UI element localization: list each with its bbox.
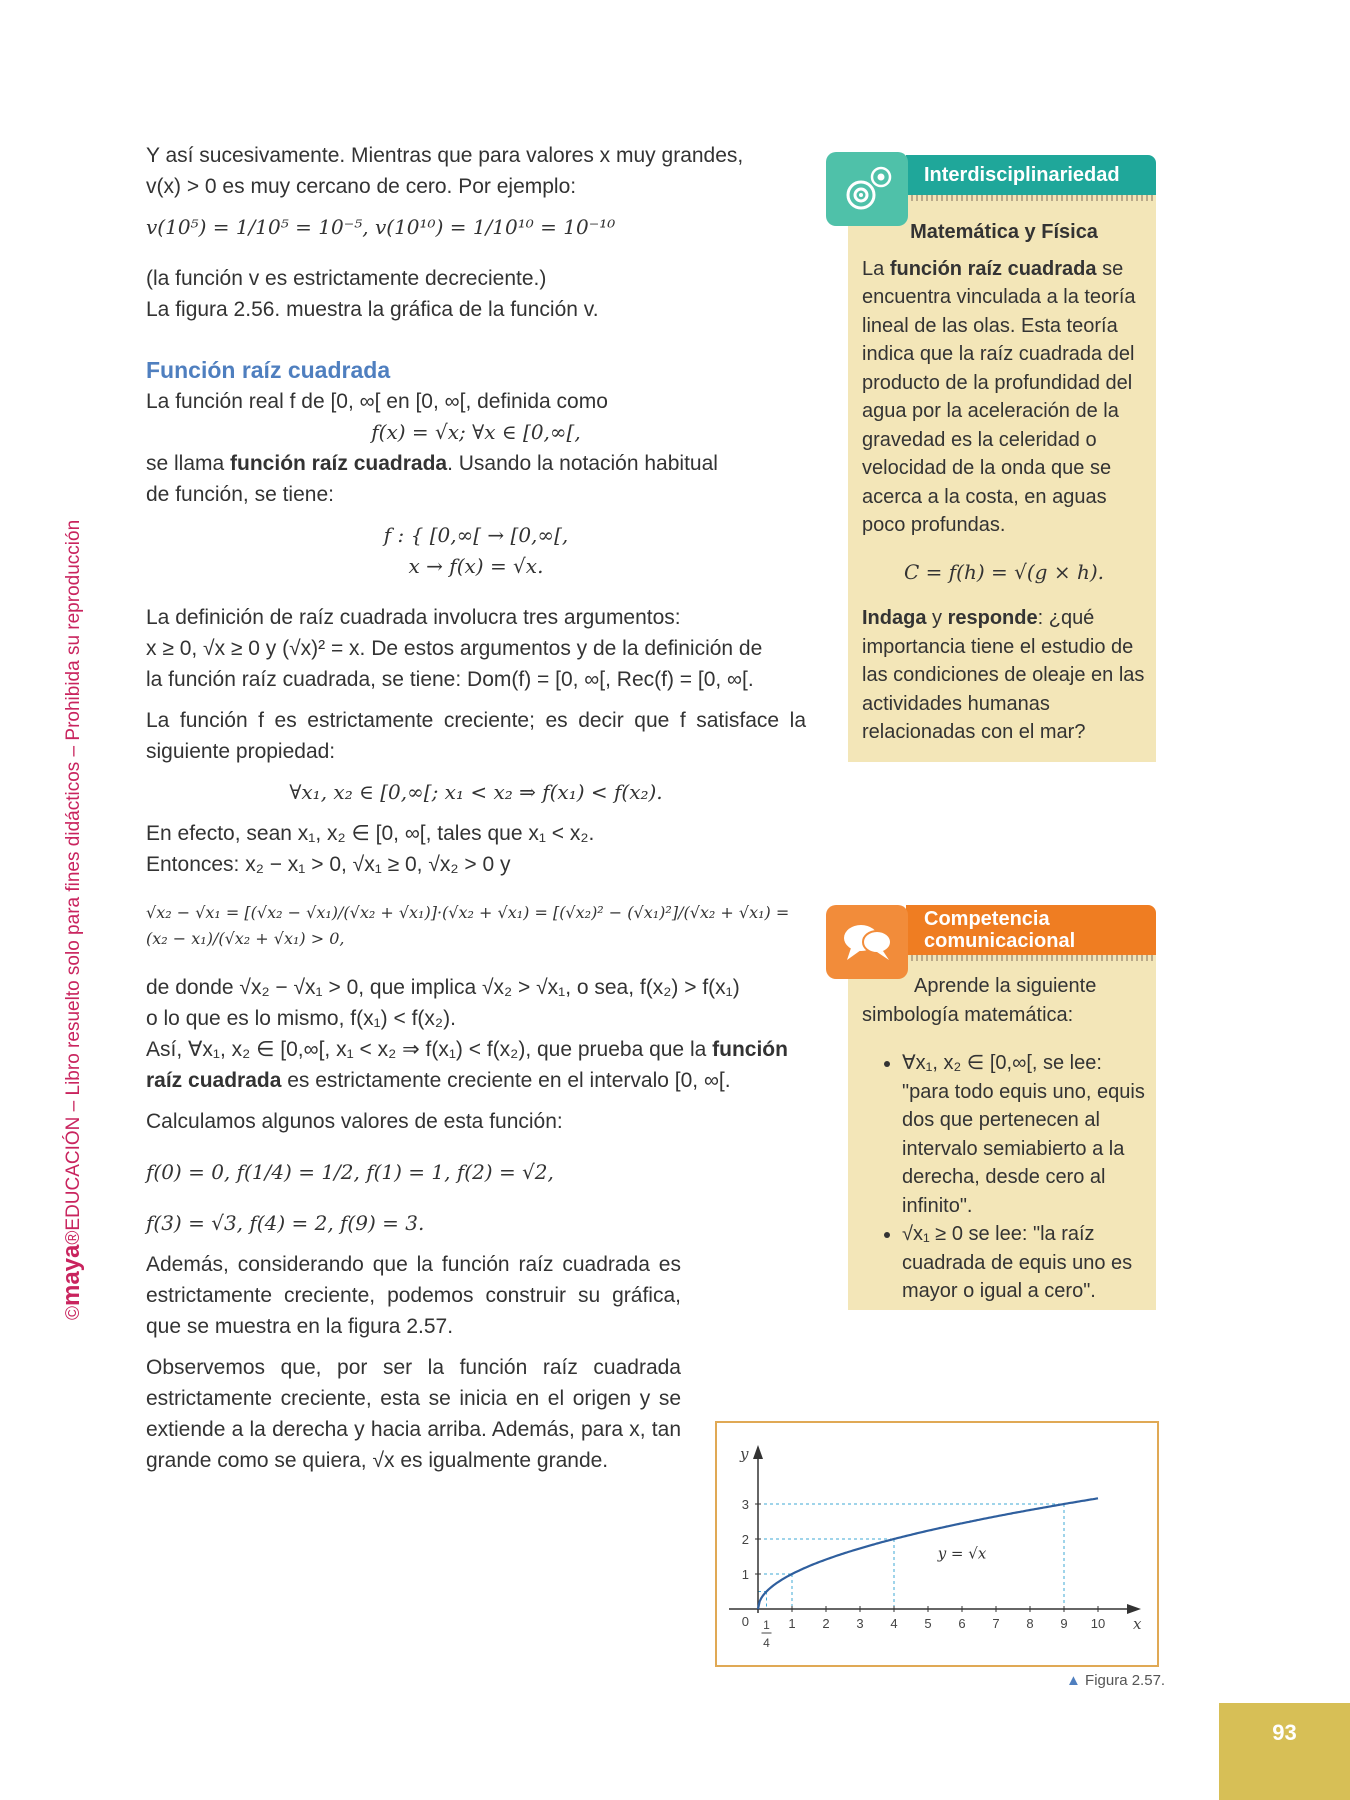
target-icon (826, 152, 908, 226)
paragraph: v(x) > 0 es muy cercano de cero. Por ejemplo: (146, 175, 577, 198)
quarter-tick-denominator: 4 (763, 1636, 770, 1650)
copyright-sidebar (58, 420, 86, 1320)
copyright-symbol: © (63, 1306, 84, 1320)
sqrt-chart (717, 1423, 1157, 1665)
origin-label: 0 (741, 1614, 749, 1629)
paragraph: se llama función raíz cuadrada. Usando la notación habitual (146, 452, 718, 475)
box-body (862, 972, 1146, 1326)
x-tick-label: 5 (924, 1616, 932, 1631)
section-title: Función raíz cuadrada (146, 357, 391, 383)
equation-proof: √x₂ − √x₁ = [(√x₂ − √x₁)/(√x₂ + √x₁)]·(√x₂ + √x₁) = [(√x₂)² − (√x₁)²]/(√x₂ + √x₁) = (x₂ − x₁)/(√x₂ + √x₁) > 0, (146, 903, 790, 948)
box-header: Interdisciplinariedad (906, 155, 1156, 195)
equation-v-examples: v(10⁵) = 1/10⁵ = 10⁻⁵, v(10¹⁰) = 1/10¹⁰ = 10⁻¹⁰ (146, 215, 616, 239)
registered-symbol: ® (63, 1230, 84, 1245)
y-tick-label: 2 (741, 1532, 749, 1547)
paragraph: Y así sucesivamente. Mientras que para valores x muy grandes, (146, 144, 744, 167)
paragraph: de donde √x₂ − √x₁ > 0, que implica √x₂ > √x₁, o sea, f(x₂) > f(x₁) (146, 976, 740, 999)
paragraph: x ≥ 0, √x ≥ 0 y (√x)² = x. De estos argumentos y de la definición de (146, 637, 763, 660)
x-tick-label: 7 (992, 1616, 1000, 1631)
box-intro: Aprende la siguiente simbología matemática: (862, 975, 1097, 1026)
paragraph: (la función v es estrictamente decreciente.) (146, 267, 547, 290)
sidebar-text: EDUCACIÓN – Libro resuelto solo para fines didácticos – Prohibida su reproducción (63, 519, 84, 1231)
symbol-list (862, 1049, 1146, 1306)
quarter-tick-numerator: 1 (763, 1618, 770, 1632)
box-question: Indaga y responde: ¿qué importancia tiene el estudio de las condiciones de oleaje en las actividades humanas relacionadas con el mar? (862, 607, 1145, 743)
equation-definition: f(x) = √x; ∀x ∈ [0,∞[, (371, 420, 581, 444)
paragraph: de función, se tiene: (146, 483, 334, 506)
speech-bubbles-icon (826, 905, 908, 979)
main-column (146, 140, 806, 1476)
paragraph: o lo que es lo mismo, f(x₁) < f(x₂). (146, 1007, 456, 1030)
paragraph: Observemos que, por ser la función raíz cuadrada estrictamente creciente, esta se inicia en el origen y se extiende a la derecha y hacia arriba. Además, para x, tan grande como se quiera, √x es igualmente grande. (146, 1356, 681, 1472)
x-tick-label: 1 (788, 1616, 796, 1631)
list-item: • ∀x₁, x₂ ∈ [0,∞[, se lee: "para todo equis uno, equis dos que pertenecen al intervalo semiabierto a la derecha, desde cero al infinito". (902, 1049, 1146, 1220)
paragraph: La definición de raíz cuadrada involucra tres argumentos: (146, 606, 681, 629)
bold-term: función raíz cuadrada (146, 1038, 788, 1092)
header-hatch (906, 195, 1156, 201)
y-axis-label: y (740, 1445, 749, 1463)
box-header: Competencia comunicacional (906, 905, 1156, 955)
x-tick-label: 6 (958, 1616, 966, 1631)
x-axis-label: x (1133, 1615, 1142, 1633)
x-tick-label: 8 (1026, 1616, 1034, 1631)
paragraph: En efecto, sean x₁, x₂ ∈ [0, ∞[, tales que x₁ < x₂. (146, 822, 595, 845)
box-subtitle: Matemática y Física (910, 221, 1098, 243)
paragraph: Así, ∀x₁, x₂ ∈ [0,∞[, x₁ < x₂ ⇒ f(x₁) < f(x₂), que prueba que la función raíz cuadrada es estrictamente creciente en el intervalo [0, ∞[. (146, 1038, 788, 1092)
paragraph: La figura 2.56. muestra la gráfica de la función v. (146, 298, 599, 321)
paragraph: La función real f de [0, ∞[ en [0, ∞[, definida como (146, 390, 608, 413)
paragraph: Calculamos algunos valores de esta función: (146, 1110, 563, 1133)
box-formula: C = f(h) = √(g × h). (904, 559, 1104, 584)
x-axis-arrow (1127, 1604, 1141, 1614)
y-axis-arrow (753, 1445, 763, 1459)
box-text: La función raíz cuadrada se encuentra vinculada a la teoría lineal de las olas. Esta teoría indica que la raíz cuadrada del producto de la profundidad del agua por la aceleración de la gravedad es la celeridad o velocidad de la onda que se acerca a la costa, en aguas poco profundas. (862, 257, 1136, 536)
list-item: • √x₁ ≥ 0 se lee: "la raíz cuadrada de equis uno es mayor o igual a cero". (902, 1220, 1146, 1306)
equation-values-1: f(0) = 0, f(1/4) = 1/2, f(1) = 1, f(2) = √2, (146, 1160, 554, 1184)
paragraph: Entonces: x₂ − x₁ > 0, √x₁ ≥ 0, √x₂ > 0 y (146, 853, 511, 876)
y-tick-label: 3 (741, 1497, 749, 1512)
equation-mapping-line2: x → f(x) = √x. (408, 554, 544, 578)
figure-frame (715, 1421, 1159, 1667)
figure-caption: ▲ Figura 2.57. (1066, 1672, 1166, 1689)
bold-term: función raíz cuadrada (230, 452, 448, 475)
page-number: 93 (1219, 1703, 1350, 1800)
x-tick-label: 2 (822, 1616, 830, 1631)
paragraph: La función f es estrictamente creciente; es decir que f satisface la siguiente propiedad: (146, 709, 806, 763)
x-tick-label: 3 (856, 1616, 864, 1631)
equation-values-2: f(3) = √3, f(4) = 2, f(9) = 3. (146, 1211, 425, 1235)
y-tick-label: 1 (741, 1567, 749, 1582)
curve-label: y = √x (937, 1544, 987, 1563)
equation-mapping-line1: f : { [0,∞[ → [0,∞[, (383, 523, 569, 547)
paragraph: la función raíz cuadrada, se tiene: Dom(f) = [0, ∞[, Rec(f) = [0, ∞[. (146, 668, 754, 691)
x-tick-label: 9 (1060, 1616, 1068, 1631)
sqrt-curve (758, 1498, 1098, 1609)
brand-logo-text: maya (58, 1244, 85, 1306)
paragraph: Además, considerando que la función raíz cuadrada es estrictamente creciente, podemos construir su gráfica, que se muestra en la figura 2.57. (146, 1253, 681, 1338)
x-tick-label: 10 (1090, 1616, 1106, 1631)
equation-increasing: ∀x₁, x₂ ∈ [0,∞[; x₁ < x₂ ⇒ f(x₁) < f(x₂). (289, 780, 663, 804)
x-tick-label: 4 (890, 1616, 898, 1631)
header-hatch (906, 955, 1156, 961)
box-body (862, 218, 1146, 747)
bold-term: función raíz cuadrada (889, 257, 1097, 280)
